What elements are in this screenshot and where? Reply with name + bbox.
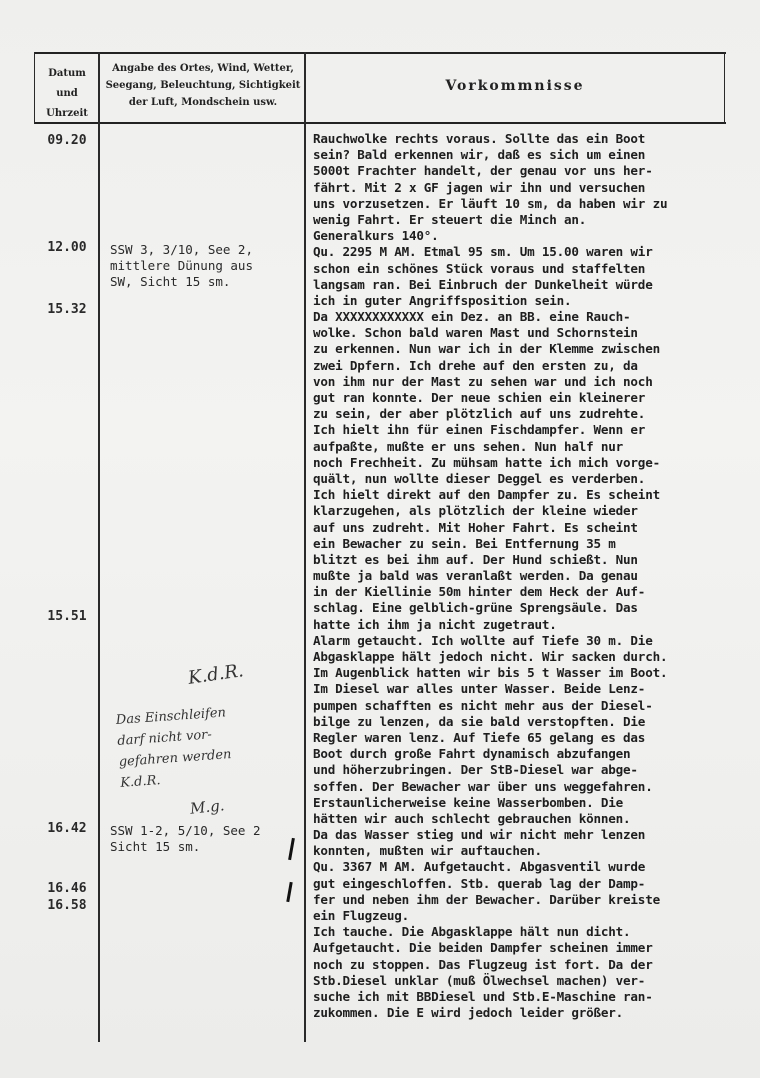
event-line: Qu. 3367 M AM. Aufgetaucht. Abgasventil wurde	[313, 859, 646, 875]
event-line: Ich hielt ihn für einen Fischdampfer. Wenn er	[313, 422, 646, 438]
time-entry: 15.51	[47, 609, 87, 624]
event-line: ein Flugzeug.	[313, 908, 409, 923]
event-line: klarzugehen, als plötzlich der kleine wieder	[313, 503, 638, 519]
event-line: Aufgetaucht. Die beiden Dampfer scheinen immer	[313, 940, 653, 956]
header-date-line: Uhrzeit	[46, 108, 88, 119]
event-line: zwei Dpfern. Ich drehe auf den ersten zu, da	[313, 357, 638, 373]
event-line: Da das Wasser stieg und wir nicht mehr lenzen	[313, 827, 646, 843]
event-line: noch zu stoppen. Das Flugzeug ist fort. Da der	[313, 956, 653, 972]
event-line: Stb.Diesel unklar (muß Ölwechsel machen) ver-	[313, 972, 646, 988]
event-line: fer und neben ihm der Bewacher. Darüber kreiste	[313, 891, 660, 907]
event-line: aufpaßte, mußte er uns sehen. Nun half nur	[313, 438, 624, 454]
event-line: wenig Fahrt. Er steuert die Minch an.	[313, 211, 587, 227]
event-line: zukommen. Die E wird jedoch leider größer.	[313, 1005, 624, 1021]
header-place-weather	[100, 60, 306, 111]
handwritten-margin-note: Das Einschleifen darf nicht vor- gefahren werden K.d.R.	[115, 705, 232, 791]
event-line: zu erkennen. Nun war ich in der Klemme zwischen	[313, 341, 660, 357]
header-date-line: Datum	[48, 68, 86, 79]
event-line: Im Diesel war alles unter Wasser. Beide Lenz-	[313, 681, 646, 697]
event-line: soffen. Der Bewacher war über uns weggefahren.	[313, 778, 653, 794]
header-place-line: Angabe des Ortes, Wind, Wetter,	[112, 63, 294, 74]
event-line: bilge zu lenzen, da sie bald verstopften. Die	[313, 713, 646, 729]
header-place-line: Seegang, Beleuchtung, Sichtigkeit	[105, 80, 301, 91]
event-line: konnten, mußten wir auftauchen.	[313, 843, 542, 859]
time-entry: 16.42	[47, 821, 87, 836]
time-entry: 15.32	[47, 302, 87, 317]
header-place-line: der Luft, Mondschein usw.	[128, 97, 278, 108]
event-line: Generalkurs 140°.	[313, 228, 439, 244]
event-line: suche ich mit BBDiesel und Stb.E-Maschine ran-	[313, 988, 653, 1004]
weather-entry: SSW 1-2, 5/10, See 2 Sicht 15 sm.	[110, 823, 261, 854]
event-line: von ihm nur der Mast zu sehen war und ich noch	[313, 373, 653, 389]
date-col-divider	[98, 52, 100, 1042]
header-date-time	[36, 64, 98, 124]
event-line: hatte ich ihm ja nicht zugetraut.	[313, 616, 557, 632]
weather-entry: SSW 3, 3/10, See 2, mittlere Dünung aus SW, Sicht 15 sm.	[110, 242, 253, 289]
event-line: wolke. Schon bald waren Mast und Schornstein	[313, 325, 638, 341]
event-line: Ich tauche. Die Abgasklappe hält nun dicht.	[313, 924, 631, 940]
place-col-divider	[304, 52, 306, 1042]
top-border	[34, 52, 726, 54]
event-line: 5000t Frachter handelt, der genau vor uns her-	[313, 163, 653, 179]
event-line: Rauchwolke rechts voraus. Sollte das ein Boot	[313, 131, 646, 146]
header-events: Vorkommnisse	[445, 78, 585, 94]
event-line: Boot durch große Fahrt dynamisch abzufangen	[313, 746, 631, 762]
event-line: blitzt es bei ihm auf. Der Hund schießt. Nun	[313, 551, 638, 567]
event-line: Im Augenblick hatten wir bis 5 t Wasser im Boot.	[313, 665, 668, 681]
time-entry: 16.58	[47, 898, 87, 913]
event-line: gut eingeschloffen. Stb. querab lag der Damp-	[313, 875, 646, 891]
event-line: gut ran konnte. Der neue schien ein kleinerer	[313, 390, 646, 405]
event-line: mußte ja bald was veranlaßt werden. Da genau	[313, 568, 638, 584]
event-line: uns vorzusetzen. Er läuft 10 sm, da haben wir zu	[313, 195, 668, 211]
event-line: Abgasklappe hält jedoch nicht. Wir sacken durch.	[313, 649, 668, 664]
event-line: Da XXXXXXXXXXXX ein Dez. an BB. eine Rauch-	[313, 309, 631, 325]
event-line: zu sein, der aber plötzlich auf uns zudrehte.	[313, 406, 646, 422]
header-date-line: und	[56, 88, 78, 99]
right-border	[724, 52, 725, 124]
events-text	[313, 131, 733, 1021]
handwritten-initials: K.d.R.	[186, 660, 245, 689]
event-line: fährt. Mit 2 x GF jagen wir ihn und versuchen	[313, 179, 646, 195]
event-line: quält, nun wollte dieser Deggel es verderben.	[313, 470, 646, 486]
event-line: schlag. Eine gelblich-grüne Sprengsäule. Das	[313, 600, 638, 616]
header-bottom-rule	[34, 122, 726, 124]
event-line: Ich hielt direkt auf den Dampfer zu. Es scheint	[313, 487, 660, 503]
time-entry: 09.20	[47, 133, 87, 148]
handwritten-signature: M.g.	[189, 796, 226, 818]
left-border	[34, 52, 35, 124]
event-line: Erstaunlicherweise keine Wasserbomben. Die	[313, 794, 624, 810]
event-line: schon ein schönes Stück voraus und staffelten	[313, 260, 646, 276]
time-entry: 12.00	[47, 240, 87, 255]
pencil-tick-mark	[286, 882, 292, 902]
event-line: auf uns zudreht. Mit Hoher Fahrt. Es scheint	[313, 519, 638, 535]
event-line: ein Bewacher zu sein. Bei Entfernung 35 m	[313, 535, 616, 551]
event-line: Alarm getaucht. Ich wollte auf Tiefe 30 m. Die	[313, 632, 653, 648]
event-line: sein? Bald erkennen wir, daß es sich um einen	[313, 147, 646, 163]
event-line: Qu. 2295 M AM. Etmal 95 sm. Um 15.00 waren wir	[313, 244, 653, 260]
event-line: und höherzubringen. Der StB-Diesel war abge-	[313, 762, 638, 778]
event-line: hätten wir auch schlecht gebrauchen können.	[313, 810, 631, 826]
time-entry: 16.46	[47, 881, 87, 896]
event-line: in der Kiellinie 50m hinter dem Heck der Auf-	[313, 584, 646, 600]
event-line: ich in guter Angriffsposition sein.	[313, 292, 572, 308]
event-line: pumpen schafften es nicht mehr aus der Diesel-	[313, 697, 653, 713]
event-line: langsam ran. Bei Einbruch der Dunkelheit würde	[313, 276, 653, 292]
event-line: noch Frechheit. Zu mühsam hatte ich mich vorge-	[313, 454, 660, 470]
event-line: Regler waren lenz. Auf Tiefe 65 gelang es das	[313, 729, 646, 745]
